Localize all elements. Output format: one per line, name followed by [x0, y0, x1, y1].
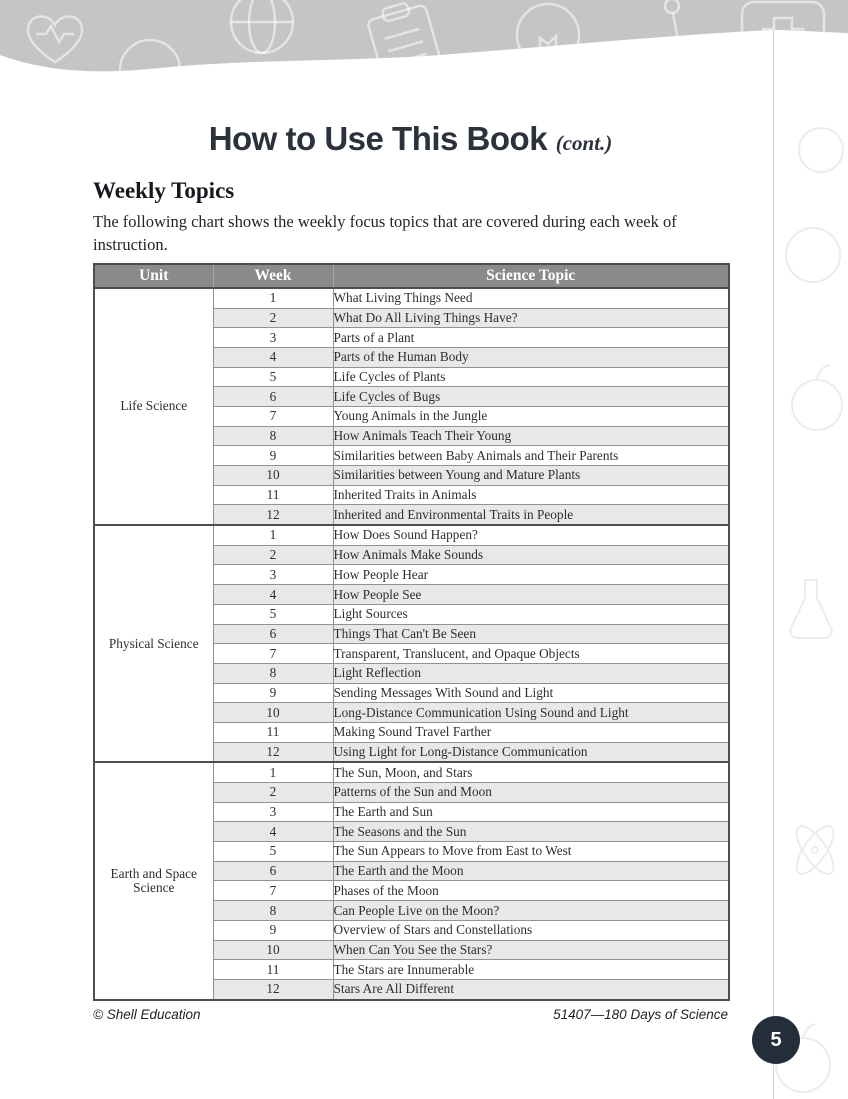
topic-cell: Making Sound Travel Farther — [333, 722, 729, 742]
topic-cell: How Animals Teach Their Young — [333, 426, 729, 446]
topic-cell: How Animals Make Sounds — [333, 545, 729, 565]
week-cell: 9 — [213, 683, 333, 703]
week-cell: 10 — [213, 703, 333, 723]
week-cell: 1 — [213, 762, 333, 782]
column-header-science-topic: Science Topic — [333, 264, 729, 288]
page-title — [93, 122, 728, 157]
topic-cell: Similarities between Young and Mature Plants — [333, 466, 729, 486]
week-cell: 7 — [213, 406, 333, 426]
topic-cell: What Do All Living Things Have? — [333, 308, 729, 328]
topic-cell: Long-Distance Communication Using Sound and Light — [333, 703, 729, 723]
topic-cell: Stars Are All Different — [333, 979, 729, 999]
week-cell: 1 — [213, 525, 333, 545]
week-cell: 6 — [213, 387, 333, 407]
topic-cell: The Seasons and the Sun — [333, 822, 729, 842]
week-cell: 10 — [213, 466, 333, 486]
margin-doodles — [773, 0, 848, 1099]
topic-cell: Overview of Stars and Constellations — [333, 920, 729, 940]
topic-cell: The Earth and the Moon — [333, 861, 729, 881]
footer-copyright: © Shell Education — [93, 1006, 201, 1022]
week-cell: 7 — [213, 881, 333, 901]
topic-cell: How Does Sound Happen? — [333, 525, 729, 545]
topic-cell: Parts of a Plant — [333, 328, 729, 348]
unit-cell: Life Science — [94, 288, 213, 525]
week-cell: 12 — [213, 979, 333, 999]
page-title-cont: (cont.) — [555, 131, 613, 155]
topic-cell: Using Light for Long-Distance Communication — [333, 742, 729, 762]
weekly-topics-table — [93, 263, 730, 1001]
week-cell: 12 — [213, 742, 333, 762]
topic-cell: Sending Messages With Sound and Light — [333, 683, 729, 703]
week-cell: 3 — [213, 328, 333, 348]
week-cell: 2 — [213, 545, 333, 565]
week-cell: 12 — [213, 505, 333, 525]
intro-paragraph: The following chart shows the weekly focus topics that are covered during each week of instruction. — [93, 211, 677, 254]
week-cell: 9 — [213, 446, 333, 466]
week-cell: 8 — [213, 663, 333, 683]
week-cell: 6 — [213, 624, 333, 644]
week-cell: 4 — [213, 347, 333, 367]
flask-icon — [790, 580, 831, 638]
topic-cell: Light Reflection — [333, 663, 729, 683]
topic-cell: Life Cycles of Bugs — [333, 387, 729, 407]
topic-cell: Young Animals in the Jungle — [333, 406, 729, 426]
table-header-row — [94, 264, 729, 288]
week-cell: 8 — [213, 901, 333, 921]
week-cell: 10 — [213, 940, 333, 960]
week-cell: 2 — [213, 308, 333, 328]
week-cell: 4 — [213, 585, 333, 605]
topic-cell: Inherited Traits in Animals — [333, 485, 729, 505]
week-cell: 1 — [213, 288, 333, 308]
table-row — [94, 525, 729, 545]
topic-cell: The Sun Appears to Move from East to West — [333, 842, 729, 862]
column-header-week: Week — [213, 264, 333, 288]
week-cell: 4 — [213, 822, 333, 842]
week-cell: 3 — [213, 802, 333, 822]
week-cell: 11 — [213, 485, 333, 505]
apple-icon — [792, 365, 842, 430]
week-cell: 7 — [213, 644, 333, 664]
topic-cell: Patterns of the Sun and Moon — [333, 783, 729, 803]
topic-cell: The Earth and Sun — [333, 802, 729, 822]
page-margin-divider — [773, 30, 774, 1099]
week-cell: 5 — [213, 842, 333, 862]
circle-doodle-icon — [786, 228, 840, 282]
table-row — [94, 762, 729, 782]
beaker-icon — [727, 72, 776, 120]
topic-cell: How People See — [333, 585, 729, 605]
page-footer — [93, 1007, 728, 1022]
week-cell: 11 — [213, 722, 333, 742]
week-cell: 2 — [213, 783, 333, 803]
topic-cell: Transparent, Translucent, and Opaque Objects — [333, 644, 729, 664]
topic-cell: Can People Live on the Moon? — [333, 901, 729, 921]
week-cell: 8 — [213, 426, 333, 446]
topic-cell: Parts of the Human Body — [333, 347, 729, 367]
topic-cell: Light Sources — [333, 604, 729, 624]
week-cell: 5 — [213, 604, 333, 624]
topic-cell: What Living Things Need — [333, 288, 729, 308]
week-cell: 6 — [213, 861, 333, 881]
topic-cell: Phases of the Moon — [333, 881, 729, 901]
page-number-badge: 5 — [752, 1016, 800, 1064]
topic-cell: When Can You See the Stars? — [333, 940, 729, 960]
footer-book-title: 51407—180 Days of Science — [553, 1006, 728, 1022]
topic-cell: Things That Can't Be Seen — [333, 624, 729, 644]
topic-cell: Inherited and Environmental Traits in People — [333, 505, 729, 525]
week-cell: 9 — [213, 920, 333, 940]
topic-cell: How People Hear — [333, 565, 729, 585]
table-row — [94, 288, 729, 308]
column-header-unit: Unit — [94, 264, 213, 288]
unit-cell: Physical Science — [94, 525, 213, 762]
table-body — [94, 288, 729, 1000]
page-content — [93, 0, 728, 1022]
topic-cell: The Stars are Innumerable — [333, 960, 729, 980]
topic-cell: The Sun, Moon, and Stars — [333, 762, 729, 782]
unit-cell: Earth and Space Science — [94, 762, 213, 999]
week-cell: 3 — [213, 565, 333, 585]
section-heading: Weekly Topics — [93, 177, 235, 203]
circle-doodle-icon — [799, 128, 843, 172]
topic-cell: Life Cycles of Plants — [333, 367, 729, 387]
page-title-text: How to Use This Book — [208, 120, 548, 157]
atom-icon — [790, 821, 840, 879]
topic-cell: Similarities between Baby Animals and Their Parents — [333, 446, 729, 466]
week-cell: 11 — [213, 960, 333, 980]
week-cell: 5 — [213, 367, 333, 387]
